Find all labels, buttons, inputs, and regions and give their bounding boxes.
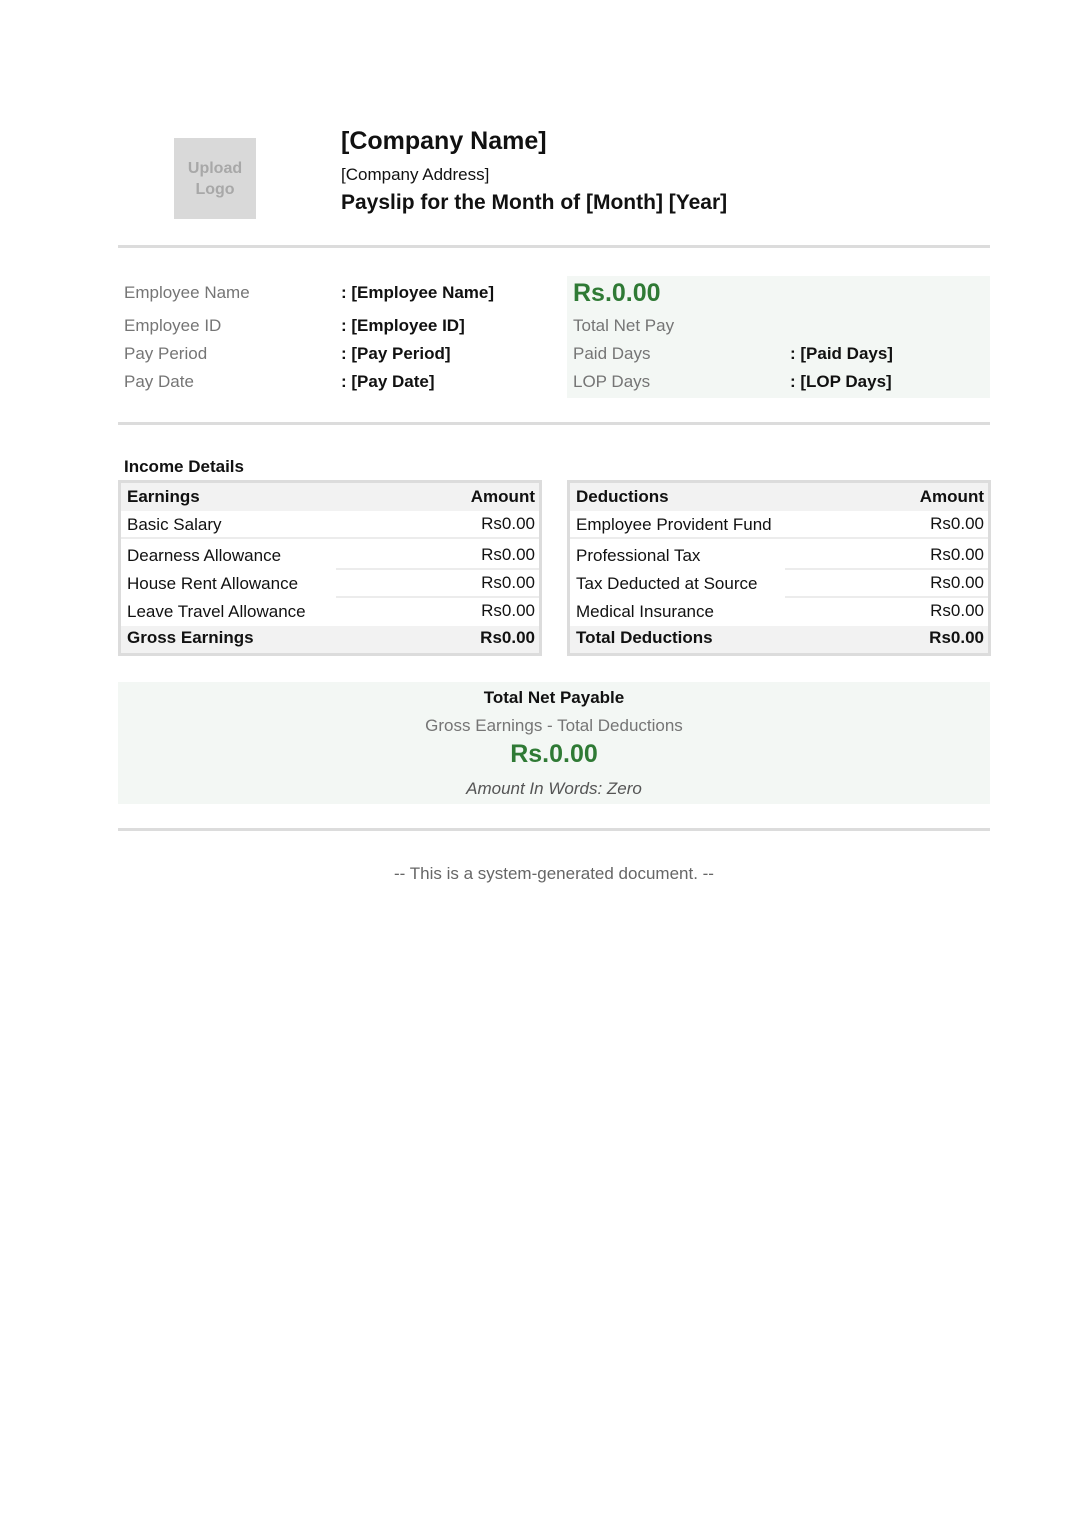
table-row xyxy=(121,511,539,539)
earnings-row-label: Leave Travel Allowance xyxy=(127,602,306,621)
table-row xyxy=(570,570,988,598)
deductions-table-header xyxy=(570,483,988,511)
earnings-row-label: Basic Salary xyxy=(127,515,222,534)
company-name: [Company Name] xyxy=(341,127,547,155)
net-pay-amount: Rs.0.00 xyxy=(573,279,661,307)
total-deductions-amount: Rs0.00 xyxy=(929,628,984,647)
employee-id-label: Employee ID xyxy=(124,316,222,335)
earnings-table-header xyxy=(121,483,539,511)
employee-id-value: : [Employee ID] xyxy=(341,316,465,335)
amount-in-words: Amount In Words: Zero xyxy=(466,779,642,798)
earnings-row-label: Dearness Allowance xyxy=(127,546,282,565)
earnings-header-amount: Amount xyxy=(470,487,535,506)
net-payable-panel xyxy=(118,682,990,804)
lop-days-value: : [LOP Days] xyxy=(790,372,892,391)
row-separator xyxy=(570,537,988,539)
net-payable-amount: Rs.0.00 xyxy=(510,740,598,768)
lop-days-row xyxy=(573,372,983,394)
deductions-row-label: Tax Deducted at Source xyxy=(576,574,758,593)
paid-days-label: Paid Days xyxy=(573,344,651,363)
deductions-row-label: Employee Provident Fund xyxy=(576,515,772,534)
table-row xyxy=(121,570,539,598)
net-pay-panel xyxy=(567,276,990,398)
logo-text-line2: Logo xyxy=(195,180,235,198)
table-row xyxy=(570,542,988,570)
payslip-title: Payslip for the Month of [Month] [Year] xyxy=(341,191,728,214)
logo-text-line1: Upload xyxy=(187,159,243,177)
footer-divider xyxy=(118,828,990,831)
income-details-title: Income Details xyxy=(124,457,244,476)
earnings-row-amount: Rs0.00 xyxy=(481,573,535,592)
row-separator xyxy=(121,537,539,539)
deductions-row-label: Medical Insurance xyxy=(576,602,714,621)
upload-logo-placeholder[interactable] xyxy=(174,138,256,219)
deductions-row-amount: Rs0.00 xyxy=(930,514,984,533)
employee-id-row xyxy=(124,316,564,338)
earnings-header-label: Earnings xyxy=(127,487,200,506)
table-row xyxy=(570,511,988,539)
employee-name-label: Employee Name xyxy=(124,283,250,302)
gross-earnings-row xyxy=(121,626,539,653)
paid-days-value: : [Paid Days] xyxy=(790,344,893,363)
pay-date-row xyxy=(124,372,564,394)
pay-period-label: Pay Period xyxy=(124,344,208,363)
earnings-table xyxy=(118,480,542,656)
lop-days-label: LOP Days xyxy=(573,372,651,391)
table-row xyxy=(121,598,539,626)
deductions-row-label: Professional Tax xyxy=(576,546,701,565)
table-row xyxy=(121,542,539,570)
net-pay-label: Total Net Pay xyxy=(573,316,675,335)
paid-days-row xyxy=(573,344,983,366)
gross-earnings-label: Gross Earnings xyxy=(127,628,254,647)
employee-name-value: : [Employee Name] xyxy=(341,283,495,302)
net-payable-title: Total Net Payable xyxy=(483,688,625,707)
earnings-row-amount: Rs0.00 xyxy=(481,601,535,620)
company-address: [Company Address] xyxy=(341,165,490,184)
total-deductions-row xyxy=(570,626,988,653)
net-pay-label-row xyxy=(573,316,983,338)
pay-period-row xyxy=(124,344,564,366)
deductions-table xyxy=(567,480,991,656)
header-divider xyxy=(118,245,990,248)
earnings-row-amount: Rs0.00 xyxy=(481,545,535,564)
summary-divider xyxy=(118,422,990,425)
earnings-row-amount: Rs0.00 xyxy=(481,514,535,533)
deductions-header-label: Deductions xyxy=(576,487,669,506)
pay-date-label: Pay Date xyxy=(124,372,194,391)
deductions-header-amount: Amount xyxy=(919,487,984,506)
system-generated-note: -- This is a system-generated document. -- xyxy=(394,864,714,883)
earnings-row-label: House Rent Allowance xyxy=(127,574,299,593)
table-row xyxy=(570,598,988,626)
net-payable-formula: Gross Earnings - Total Deductions xyxy=(425,716,683,735)
pay-period-value: : [Pay Period] xyxy=(341,344,451,363)
deductions-row-amount: Rs0.00 xyxy=(930,545,984,564)
gross-earnings-amount: Rs0.00 xyxy=(480,628,535,647)
deductions-row-amount: Rs0.00 xyxy=(930,573,984,592)
deductions-row-amount: Rs0.00 xyxy=(930,601,984,620)
employee-name-row xyxy=(124,283,564,305)
pay-date-value: : [Pay Date] xyxy=(341,372,435,391)
total-deductions-label: Total Deductions xyxy=(576,628,713,647)
